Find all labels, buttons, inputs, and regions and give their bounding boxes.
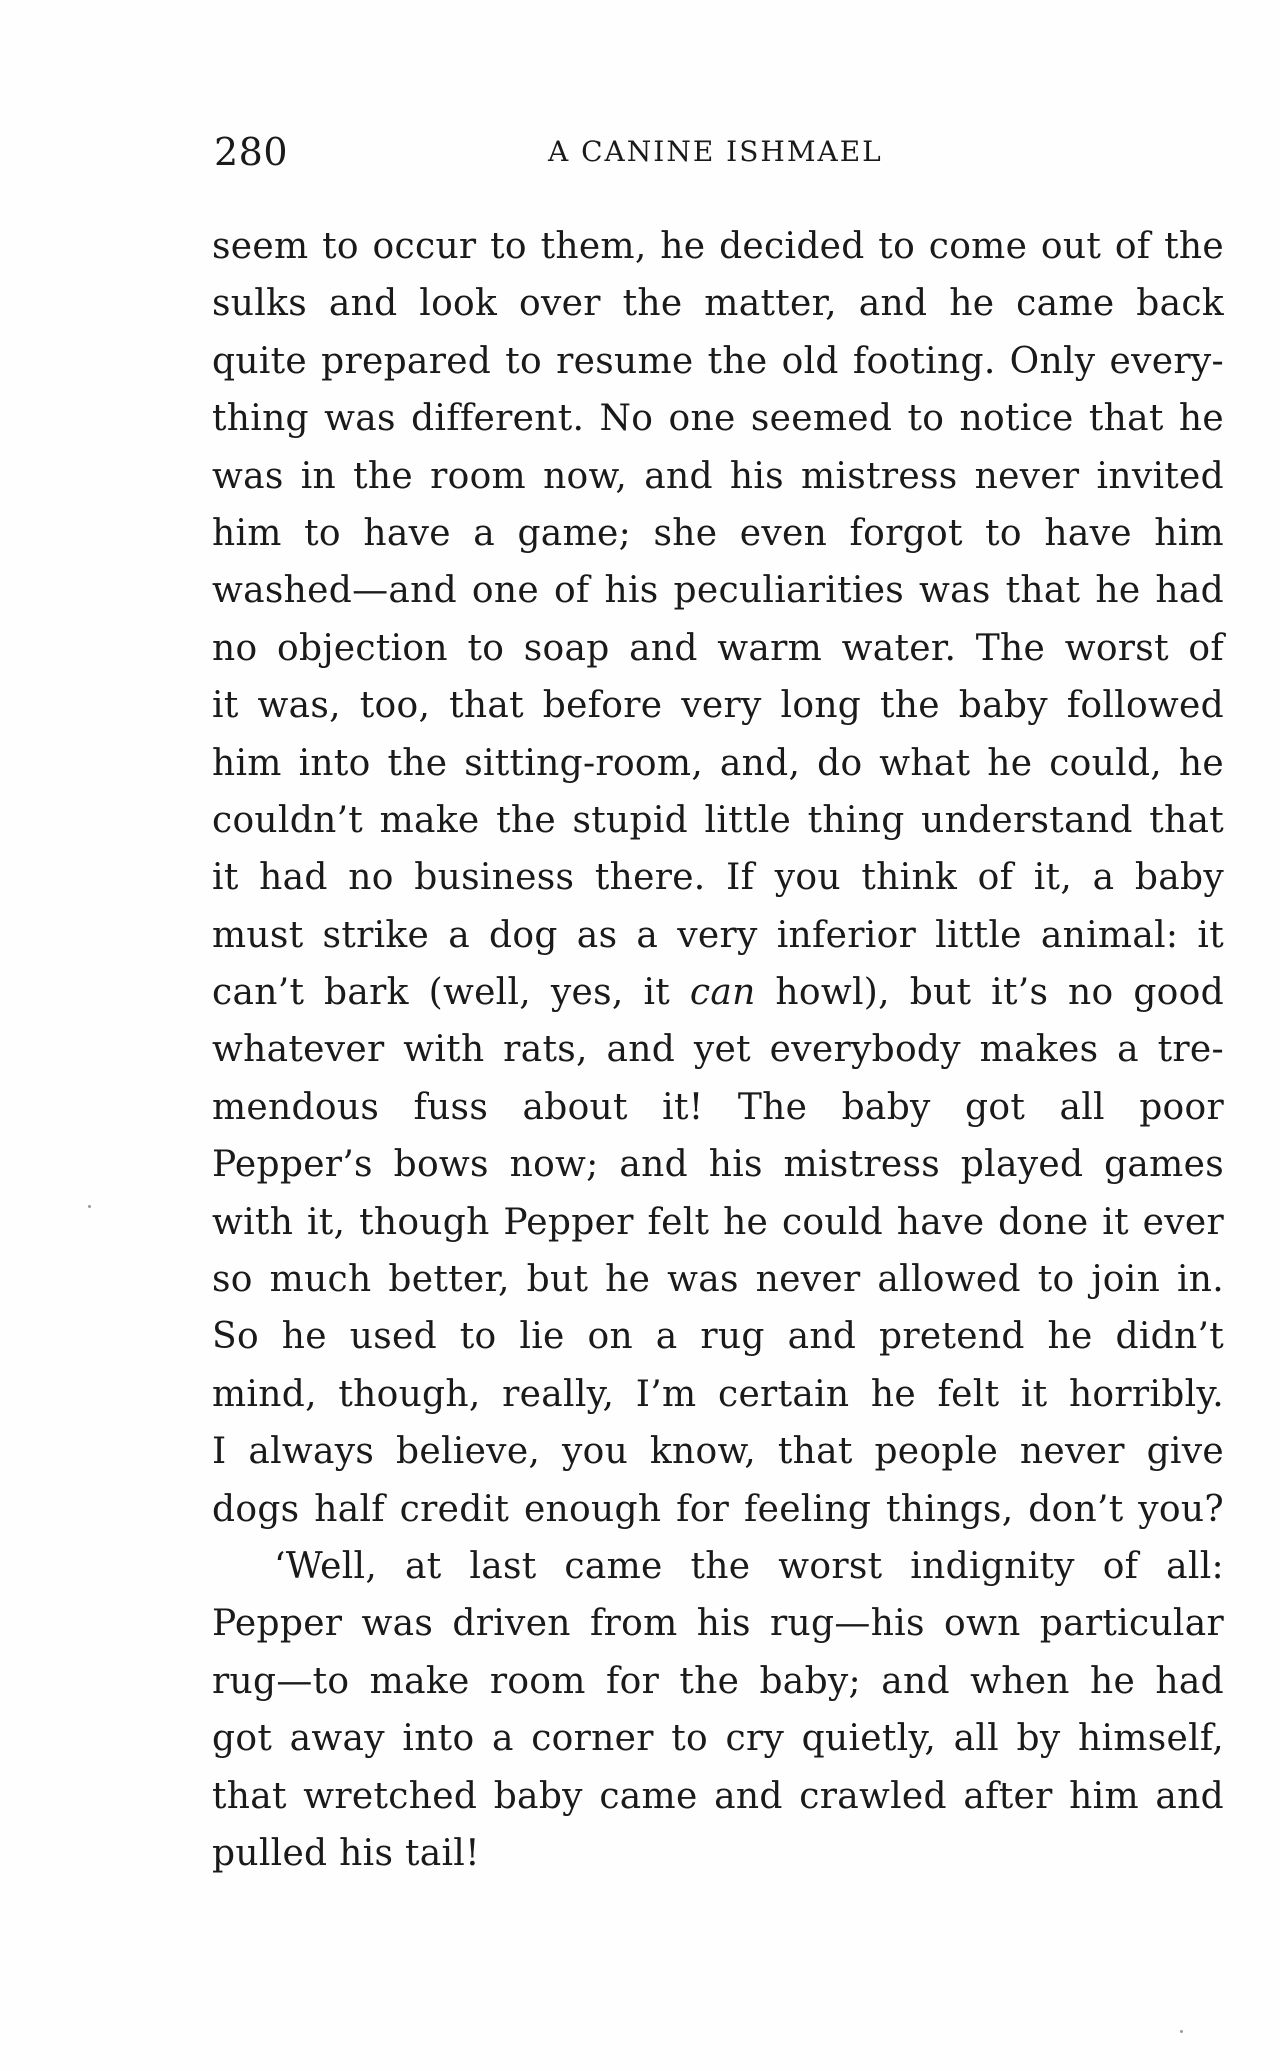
text-line: it was, too, that before very long the baby followed (212, 685, 1224, 727)
text-line: whatever with rats, and yet everybody makes a tre- (212, 1029, 1224, 1071)
text-segment: can’t bark (well, yes, it (212, 972, 690, 1014)
paragraph-first-line: ‘Well, at last came the worst indignity of all: (274, 1545, 1224, 1587)
text-line: got away into a corner to cry quietly, all by himself, (212, 1718, 1224, 1760)
text-line: was in the room now, and his mistress never invited (212, 455, 1224, 497)
text-line: that wretched baby came and crawled after him and (212, 1775, 1224, 1817)
paragraph-last-line: pulled his tail! (212, 1832, 480, 1874)
text-line: it had no business there. If you think of it, a baby (212, 857, 1224, 899)
text-line: mind, though, really, I’m certain he felt it horribly. (212, 1373, 1224, 1415)
text-line: dogs half credit enough for feeling things, don’t you? (212, 1488, 1224, 1530)
text-line: him into the sitting-room, and, do what he could, he (212, 742, 1224, 784)
text-line: with it, though Pepper felt he could have done it ever (212, 1201, 1224, 1243)
text-line: so much better, but he was never allowed to join in. (212, 1259, 1224, 1301)
text-line: no objection to soap and warm water. The worst of (212, 627, 1224, 669)
running-header (0, 122, 1280, 182)
text-line: sulks and look over the matter, and he came back (212, 283, 1224, 325)
paper-speck (1180, 2030, 1183, 2033)
text-line: him to have a game; she even forgot to have him (212, 512, 1224, 554)
page-number: 280 (214, 130, 289, 174)
italic-word: can (689, 972, 756, 1014)
text-line: must strike a dog as a very inferior little animal: it (212, 914, 1224, 956)
running-title: A CANINE ISHMAEL (548, 135, 883, 168)
text-line: thing was different. No one seemed to notice that he (212, 398, 1224, 440)
text-line: quite prepared to resume the old footing. Only every- (212, 340, 1224, 382)
text-line: couldn’t make the stupid little thing understand that (212, 799, 1224, 841)
text-line: rug—to make room for the baby; and when he had (212, 1660, 1224, 1702)
text-line-with-italic (212, 964, 1224, 1021)
paper-speck (88, 1205, 91, 1208)
text-segment: howl), but it’s no good (755, 972, 1224, 1014)
text-line: Pepper was driven from his rug—his own particular (212, 1603, 1224, 1645)
text-line: seem to occur to them, he decided to come out of the (212, 226, 1224, 267)
body-text (212, 218, 1224, 1882)
text-line: I always believe, you know, that people never give (212, 1431, 1224, 1473)
text-line: So he used to lie on a rug and pretend he didn’t (212, 1316, 1224, 1358)
text-line: mendous fuss about it! The baby got all poor (212, 1086, 1224, 1128)
text-line: washed—and one of his peculiarities was that he had (212, 570, 1224, 612)
text-line: Pepper’s bows now; and his mistress played games (212, 1144, 1224, 1186)
